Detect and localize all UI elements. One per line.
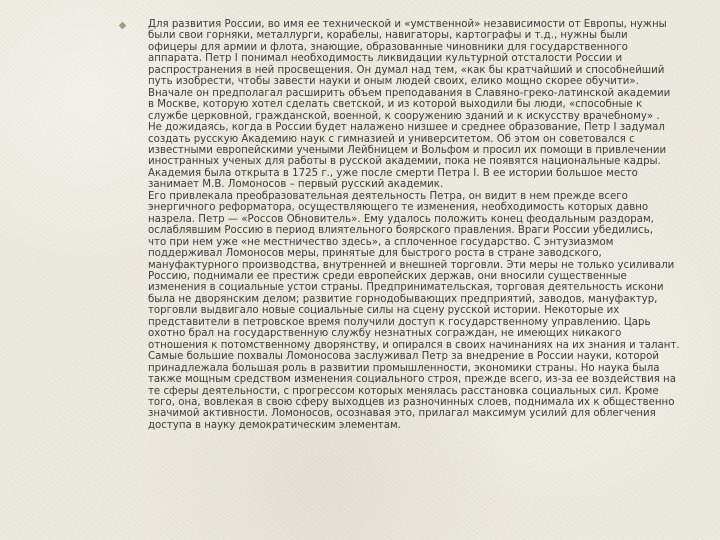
text-line: известными европейскими учеными Лейбницем и Вольфом и просил их помощи в привлечении — [148, 144, 667, 156]
text-line: аппарата. Петр I понимал необходимость ликвидации культурной отсталости России и — [148, 53, 623, 65]
text-line: энергичного реформатора, осуществляющего те изменения, необходимость которых давно — [148, 202, 649, 214]
text-line: назрела. Петр — «Россов Обновитель». Ему удалось положить конец феодальным раздорам, — [148, 213, 654, 225]
text-line: отношения к потомственному дворянству, и опирался в своих начинаниях на их знания и талант. — [148, 339, 680, 351]
text-line: торговли выдвигало новые социальные силы на сцену русской истории. Некоторые их — [148, 305, 620, 317]
text-line: Россию, поднимали ее престиж среди европейских держав, они вносили существенные — [148, 270, 627, 282]
text-line: мануфактурного производства, внутренней и внешней торговли. Эти меры не только усиливали — [148, 259, 675, 271]
text-line: иностранных ученых для работы в русской академии, пока не появятся национальные кадры. — [148, 156, 661, 168]
text-line: Академия была открыта в 1725 г., уже после смерти Петра I. В ее истории большое место — [148, 167, 638, 179]
text-line: изменения в социальные устои страны. Предпринимательская, торговая деятельность искони — [148, 282, 664, 294]
text-line: распространения в ней просвещения. Он думал над тем, «как бы кратчайший и способнейший — [148, 64, 665, 76]
text-line: офицеры для армии и флота, знающие, образованные чиновники для государственного — [148, 41, 628, 53]
text-line: занимает М.В. Ломоносов – первый русский академик. — [148, 179, 444, 191]
text-line: того, она, вовлекая в свою сферу выходцев из разночинных слоев, поднимала их к общественно — [148, 396, 675, 408]
text-line: создать русскую Академию наук с гимназией и университетом. Об этом он советовался с — [148, 133, 635, 145]
text-line: принадлежала большая роль в развитии промышленности, экономики страны. Но наука была — [148, 362, 660, 374]
text-line: значимой активности. Ломоносов, осознавая это, прилагал максимум усилий для облегчения — [148, 408, 656, 420]
text-line: те сферы деятельности, с прогрессом которых менялась расстановка социальных сил. Кроме — [148, 385, 659, 397]
text-line: представители в петровское время получили доступ к государственному управлению. Царь — [148, 316, 651, 328]
text-line: ослаблявшим Россию в период влиятельного боярского правления. Враги России убедились, — [148, 225, 654, 237]
text-line: были свои горняки, металлурги, корабелы, навигаторы, картографы и т.д., нужны были — [148, 30, 628, 42]
text-line: поддерживал Ломоносов меры, принятые для быстрого роста в стране заводского, — [148, 248, 602, 260]
text-line: доступа в науку демократическим элементам. — [148, 419, 401, 431]
text-line: Для развития России, во имя ее технической и «умственной» независимости от Европы, нужны — [148, 19, 667, 30]
text-line: Не дожидаясь, когда в России будет налажено низшее и среднее образование, Петр I задумал — [148, 122, 665, 134]
text-line: Вначале он предполагал расширить объем преподавания в Славяно-греко-латинской академии — [148, 87, 671, 99]
diamond-bullet-icon — [119, 22, 126, 29]
text-line: охотно брал на государственную службу незнатных сограждан, не имеющих никакого — [148, 328, 622, 340]
text-line: была не дворянским делом; развитие горнодобывающих предприятий, заводов, мануфактур, — [148, 293, 658, 305]
text-line: в Москве, которую хотел сделать светской, и из которой выходили бы люди, «способные к — [148, 99, 643, 111]
text-line: службе церковной, гражданской, военной, к сооружению зданий и к искусству врачебному» . — [148, 110, 660, 122]
text-line: Его привлекала преобразовательная деятельность Петра, он видит в нем прежде всего — [148, 190, 628, 202]
text-line: Самые большие похвалы Ломоносова заслуживал Петр за внедрение в России науки, которой — [148, 351, 659, 363]
body-text-block — [148, 19, 698, 431]
text-line: путь изобрести, чтобы завести науки и оным людей своих, елико мощно скорее обучити». — [148, 76, 639, 88]
diamond-bullet-shape — [119, 22, 126, 29]
text-line: что при нем уже «не местничество здесь», а сплоченное государство. С энтузиазмом — [148, 236, 614, 248]
text-line: также мощным средством изменения социального строя, прежде всего, из-за ее воздействия на — [148, 374, 676, 386]
